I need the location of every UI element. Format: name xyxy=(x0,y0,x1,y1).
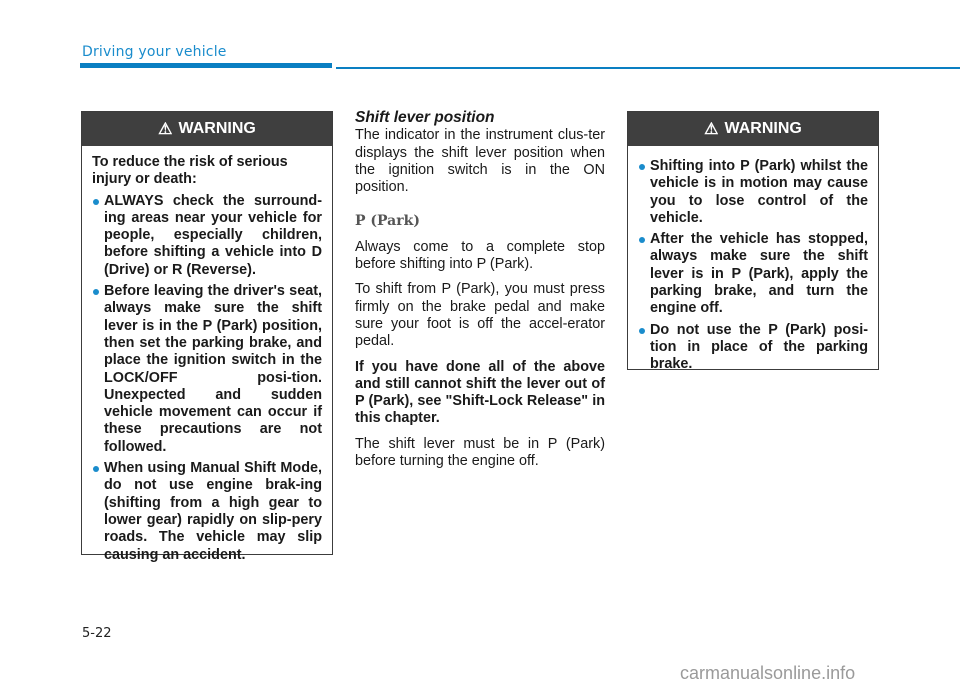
warning-intro: To reduce the risk of serious injury or death: xyxy=(92,154,288,188)
warning-item: Before leaving the driver's seat, always make sure the shift lever is in the P (Park) position, then set the parking brake, and place the ignition switch in the LOCK/OFF posi-tion. Unexpected and sudden vehicle movement can occur if these precautions are not followed. xyxy=(92,283,322,456)
header-rule-thin xyxy=(336,67,960,69)
subheading: P (Park) xyxy=(355,213,420,230)
section-heading: Shift lever position xyxy=(355,109,495,126)
warning-item: After the vehicle has stopped, always make sure the shift lever is in P (Park), apply the parking brake, and turn the engine off. xyxy=(638,231,868,317)
paragraph: The indicator in the instrument clus-ter displays the shift lever position when the ignition switch is in the ON position. xyxy=(355,127,605,196)
warning-triangle-icon: ⚠ xyxy=(158,121,173,138)
paragraph: Always come to a complete stop before shifting into P (Park). xyxy=(355,238,605,273)
paragraph: To shift from P (Park), you must press firmly on the brake pedal and make sure your foot is off the accel-erator pedal. xyxy=(355,281,605,350)
warning-item: When using Manual Shift Mode, do not use engine brak-ing (shifting from a high gear to lower gear) rapidly on slip-pery roads. The vehicle may slip causing an accident. xyxy=(92,460,322,564)
main-column xyxy=(355,109,605,478)
paragraph-bold: If you have done all of the above and still cannot shift the lever out of P (Park), see "Shift-Lock Release" in this chapter. xyxy=(355,358,605,427)
header-rule xyxy=(80,63,332,68)
warning-item: ALWAYS check the surround-ing areas near your vehicle for people, especially children, before shifting a vehicle into D (Drive) or R (Reverse). xyxy=(92,193,322,279)
warning-triangle-icon: ⚠ xyxy=(704,121,719,138)
page-number: 5-22 xyxy=(82,626,112,641)
section-title: Driving your vehicle xyxy=(82,44,227,60)
warning-header xyxy=(628,112,878,146)
paragraph: The shift lever must be in P (Park) before turning the engine off. xyxy=(355,435,605,470)
warning-title: WARNING xyxy=(178,120,256,137)
warning-header xyxy=(82,112,332,146)
warning-item: Do not use the P (Park) posi-tion in place of the parking brake. xyxy=(638,322,868,374)
warning-title: WARNING xyxy=(724,120,802,137)
right-warning-box xyxy=(627,111,879,373)
watermark: carmanualsonline.info xyxy=(680,663,856,683)
left-warning-box xyxy=(81,111,333,563)
warning-item: Shifting into P (Park) whilst the vehicle is in motion may cause you to lose control of the vehicle. xyxy=(638,158,868,227)
